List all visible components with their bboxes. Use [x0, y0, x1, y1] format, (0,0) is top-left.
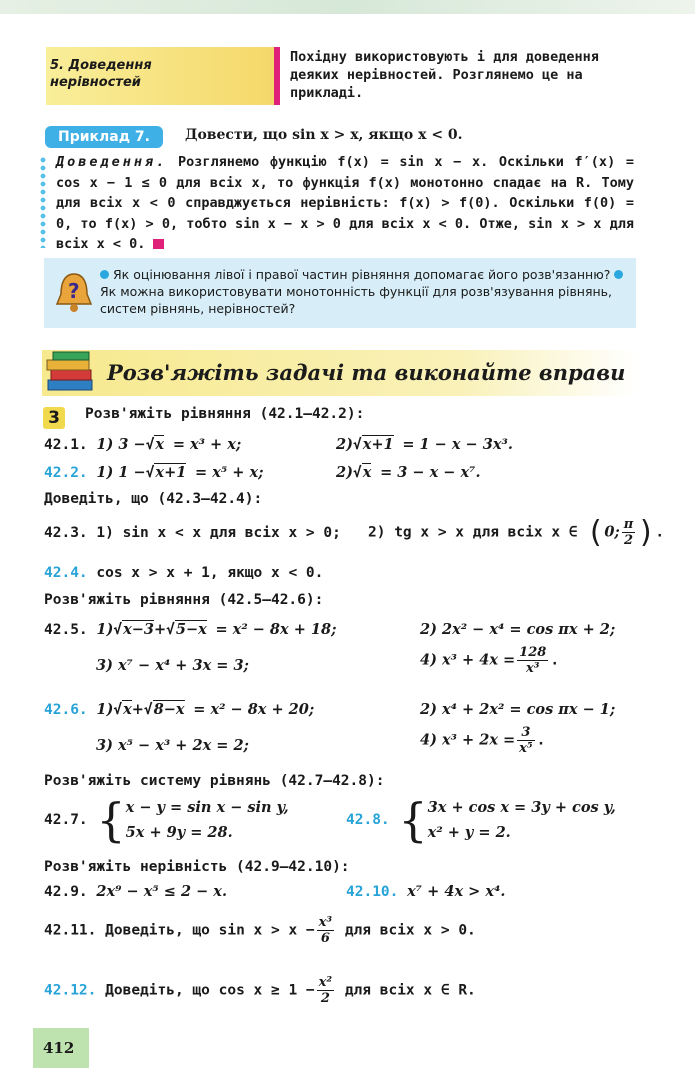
exercise-part: 4) x³ + 4x = [420, 651, 516, 669]
books-icon [44, 348, 98, 396]
radicand: x+1 [155, 464, 187, 481]
questions-box [44, 258, 636, 328]
fraction [317, 975, 334, 1006]
exercise-part: 1) 3 − [96, 436, 146, 453]
exercise-42-6-part2: 2) x⁴ + 2x² = cos πx − 1; [420, 701, 616, 718]
exercise-number: 42.7. [44, 812, 88, 828]
heading-42-1-2: Розв'яжіть рівняння (42.1–42.2): [85, 406, 365, 422]
exercise-part: Доведіть, що cos x ≥ 1 − [105, 982, 315, 999]
radicand: 8−x [153, 701, 185, 718]
close-paren: ) [637, 515, 656, 550]
exercise-42-5-part4: 4) x³ + 4x = $\frac{128}{\text{x³}}$ . [420, 645, 560, 676]
section-title-line2: нерівностей [50, 75, 141, 90]
fraction [317, 915, 334, 946]
exercise-number: 42.1. [44, 437, 88, 453]
exercise-part: 2) tg x > x для всіх x ∈ [368, 524, 578, 541]
page-number: 412 [43, 1039, 75, 1057]
exercise-42-4 [44, 565, 323, 581]
exercise-42-2-part2: 2)√x = 3 − x − x⁷. [336, 464, 481, 481]
proof-label: Доведення. [56, 154, 168, 170]
exercise-42-1-part2: 2)√x+1 = 1 − x − 3x³. [336, 436, 513, 453]
exercise-42-3-part2: 2) tg x > x для всіх x ∈ (0; $\frac{\pi}{2}$ ). [368, 515, 665, 550]
exercise-42-1: 42.1. 1) 3 −√x = x³ + x; [44, 436, 242, 453]
exercise-42-5-part2: 2) 2x² − x⁴ = cos πx + 2; [420, 621, 616, 638]
numerator: 128 [519, 645, 547, 660]
exercise-part: 2) [336, 436, 353, 453]
open-paren: ( [586, 515, 605, 550]
question-2: Як можна використовувати монотонність функції для розв'язування рівнянь, систем рівнянь, нерівностей? [100, 284, 613, 316]
section-intro: Похідну використовують і для доведення деяких нерівностей. Розглянемо це на прикладі. [290, 49, 599, 101]
dotted-margin [40, 156, 46, 248]
exercise-part: = 3 − x − x⁷. [380, 464, 481, 481]
radicand: x [362, 464, 372, 481]
exercises-banner [42, 350, 638, 396]
question-1: Як оцінювання лівої і правої частин рівняння допомагає його розв'язанню? [113, 267, 611, 282]
example-proof [56, 152, 634, 255]
system-brace: { [96, 793, 126, 847]
heading-42-3-4: Доведіть, що (42.3–42.4): [44, 491, 263, 507]
example-task: Довести, що sin x > x, якщо x < 0. [185, 127, 463, 143]
exercise-number: 42.2. [44, 465, 88, 481]
bullet-icon [614, 270, 623, 279]
equation: 5x + 9y = 28. [125, 824, 233, 841]
proof-text: Розглянемо функцію f(x) = sin x − x. Оскільки f′(x) = cos x − 1 ≤ 0 для всіх x, то функція f(x) монотонно спадає на R. Тому для всіх x < 0 справджується нерівність: f(x) > f(0). Оскільки f(0) = 0, то f(x) > 0, тобто sin x − x > 0 для всіх x < 0. Отже, sin x > x для всіх x < 0. [56, 154, 634, 252]
exercise-42-5-part3: 3) x⁷ − x⁴ + 3x = 3; [96, 657, 249, 674]
exercise-42-2: 42.2. 1) 1 −√x+1 = x⁵ + x; [44, 464, 264, 481]
exercise-number: 42.11. [44, 922, 97, 939]
exercise-part: = x² − 8x + 20; [193, 701, 315, 718]
exercise-number: 42.4. [44, 565, 88, 581]
denominator: 6 [320, 931, 330, 946]
equation: x − y = sin x − sin y, [125, 799, 289, 816]
heading-42-7-8: Розв'яжіть систему рівнянь (42.7–42.8): [44, 773, 385, 789]
exercise-42-9 [44, 883, 227, 900]
exercise-part: x⁷ + 4x > x⁴. [407, 883, 506, 900]
exercise-42-6: 42.6. 1)√x+√8−x = x² − 8x + 20; [44, 701, 315, 718]
exercise-number: 42.12. [44, 982, 97, 999]
exercise-number: 42.10. [346, 884, 399, 900]
exercise-42-6-part3: 3) x⁵ − x³ + 2x = 2; [96, 737, 249, 754]
example-badge: Приклад 7. [45, 126, 163, 148]
question-bell-icon [54, 270, 94, 316]
exercise-42-7 [44, 795, 289, 845]
exercise-part: = x² − 8x + 18; [215, 621, 337, 638]
exercise-42-3 [44, 525, 341, 541]
exercise-number: 42.9. [44, 884, 88, 900]
operator: + [153, 621, 167, 638]
numerator: x² [318, 975, 333, 990]
denominator: 2 [320, 991, 330, 1006]
exercise-42-12 [44, 975, 476, 1006]
exercise-part: 4) x³ + 2x = [420, 731, 516, 749]
section-header [46, 47, 280, 105]
exercise-part: = 1 − x − 3x³. [402, 436, 513, 453]
numerator: π [623, 517, 634, 532]
equation-system [126, 795, 289, 845]
numerator: x³ [318, 915, 333, 930]
top-decor-band [0, 0, 695, 14]
exercise-part: 2) [336, 464, 353, 481]
exercise-part: Доведіть, що sin x > x − [105, 922, 315, 939]
exercise-part: cos x > x + 1, якщо x < 0. [96, 565, 324, 581]
exercise-42-6-part4: 4) x³ + 2x = $\frac{3}{\text{x⁵}}$ . [420, 725, 546, 756]
denominator: x⁵ [519, 741, 533, 756]
fraction [517, 725, 534, 756]
heading-42-5-6: Розв'яжіть рівняння (42.5–42.6): [44, 592, 324, 608]
exercise-number: 42.6. [44, 702, 88, 718]
exercise-number: 42.3. [44, 525, 88, 541]
exercise-part: 1) [96, 621, 114, 638]
exercise-42-10 [346, 883, 505, 900]
exercise-part: = x⁵ + x; [195, 464, 264, 481]
qed-square-icon [153, 239, 164, 249]
exercise-part: 1) 1 − [96, 464, 146, 481]
exercise-42-11 [44, 915, 476, 946]
radicand: x [155, 436, 165, 453]
radicand: 5−x [175, 621, 207, 638]
radicand: x [123, 701, 132, 718]
numerator: 3 [517, 725, 534, 741]
radicand: x−3 [123, 621, 154, 638]
exercises-title: Розв'яжіть задачі та виконайте вправи [107, 360, 626, 385]
exercise-number: 42.5. [44, 622, 88, 638]
fraction [517, 645, 548, 676]
exercise-part: 2x⁹ − x⁵ ≤ 2 − x. [96, 883, 227, 900]
difficulty-level-badge: 3 [43, 407, 65, 429]
questions-text [100, 266, 630, 317]
fraction [622, 517, 636, 548]
equation: 3x + cos x = 3y + cos y, [427, 799, 616, 816]
svg-text:?: ? [68, 279, 80, 303]
operator: + [131, 701, 144, 718]
bullet-icon [100, 270, 109, 279]
section-title-line1: 5. Доведення [50, 58, 152, 73]
exercise-42-5: 42.5. 1)√x−3+√5−x = x² − 8x + 18; [44, 621, 337, 638]
exercise-number: 42.8. [346, 812, 390, 828]
interval-start: 0; [604, 523, 620, 541]
denominator: 2 [624, 533, 634, 548]
exercise-part: 1) sin x < x для всіх x > 0; [96, 525, 341, 541]
equation: x² + y = 2. [427, 824, 511, 841]
exercise-part: для всіх x ∈ R. [344, 982, 476, 999]
denominator: x³ [526, 661, 540, 676]
equation-system [428, 795, 616, 845]
exercise-42-8 [346, 795, 616, 845]
exercise-part: для всіх x > 0. [344, 922, 476, 939]
system-brace: { [398, 793, 428, 847]
heading-42-9-10: Розв'яжіть нерівність (42.9–42.10): [44, 859, 350, 875]
exercise-part: 1) [96, 701, 114, 718]
radicand: x+1 [362, 436, 394, 453]
exercise-part: = x³ + x; [172, 436, 242, 453]
page-number-box [33, 1028, 89, 1068]
